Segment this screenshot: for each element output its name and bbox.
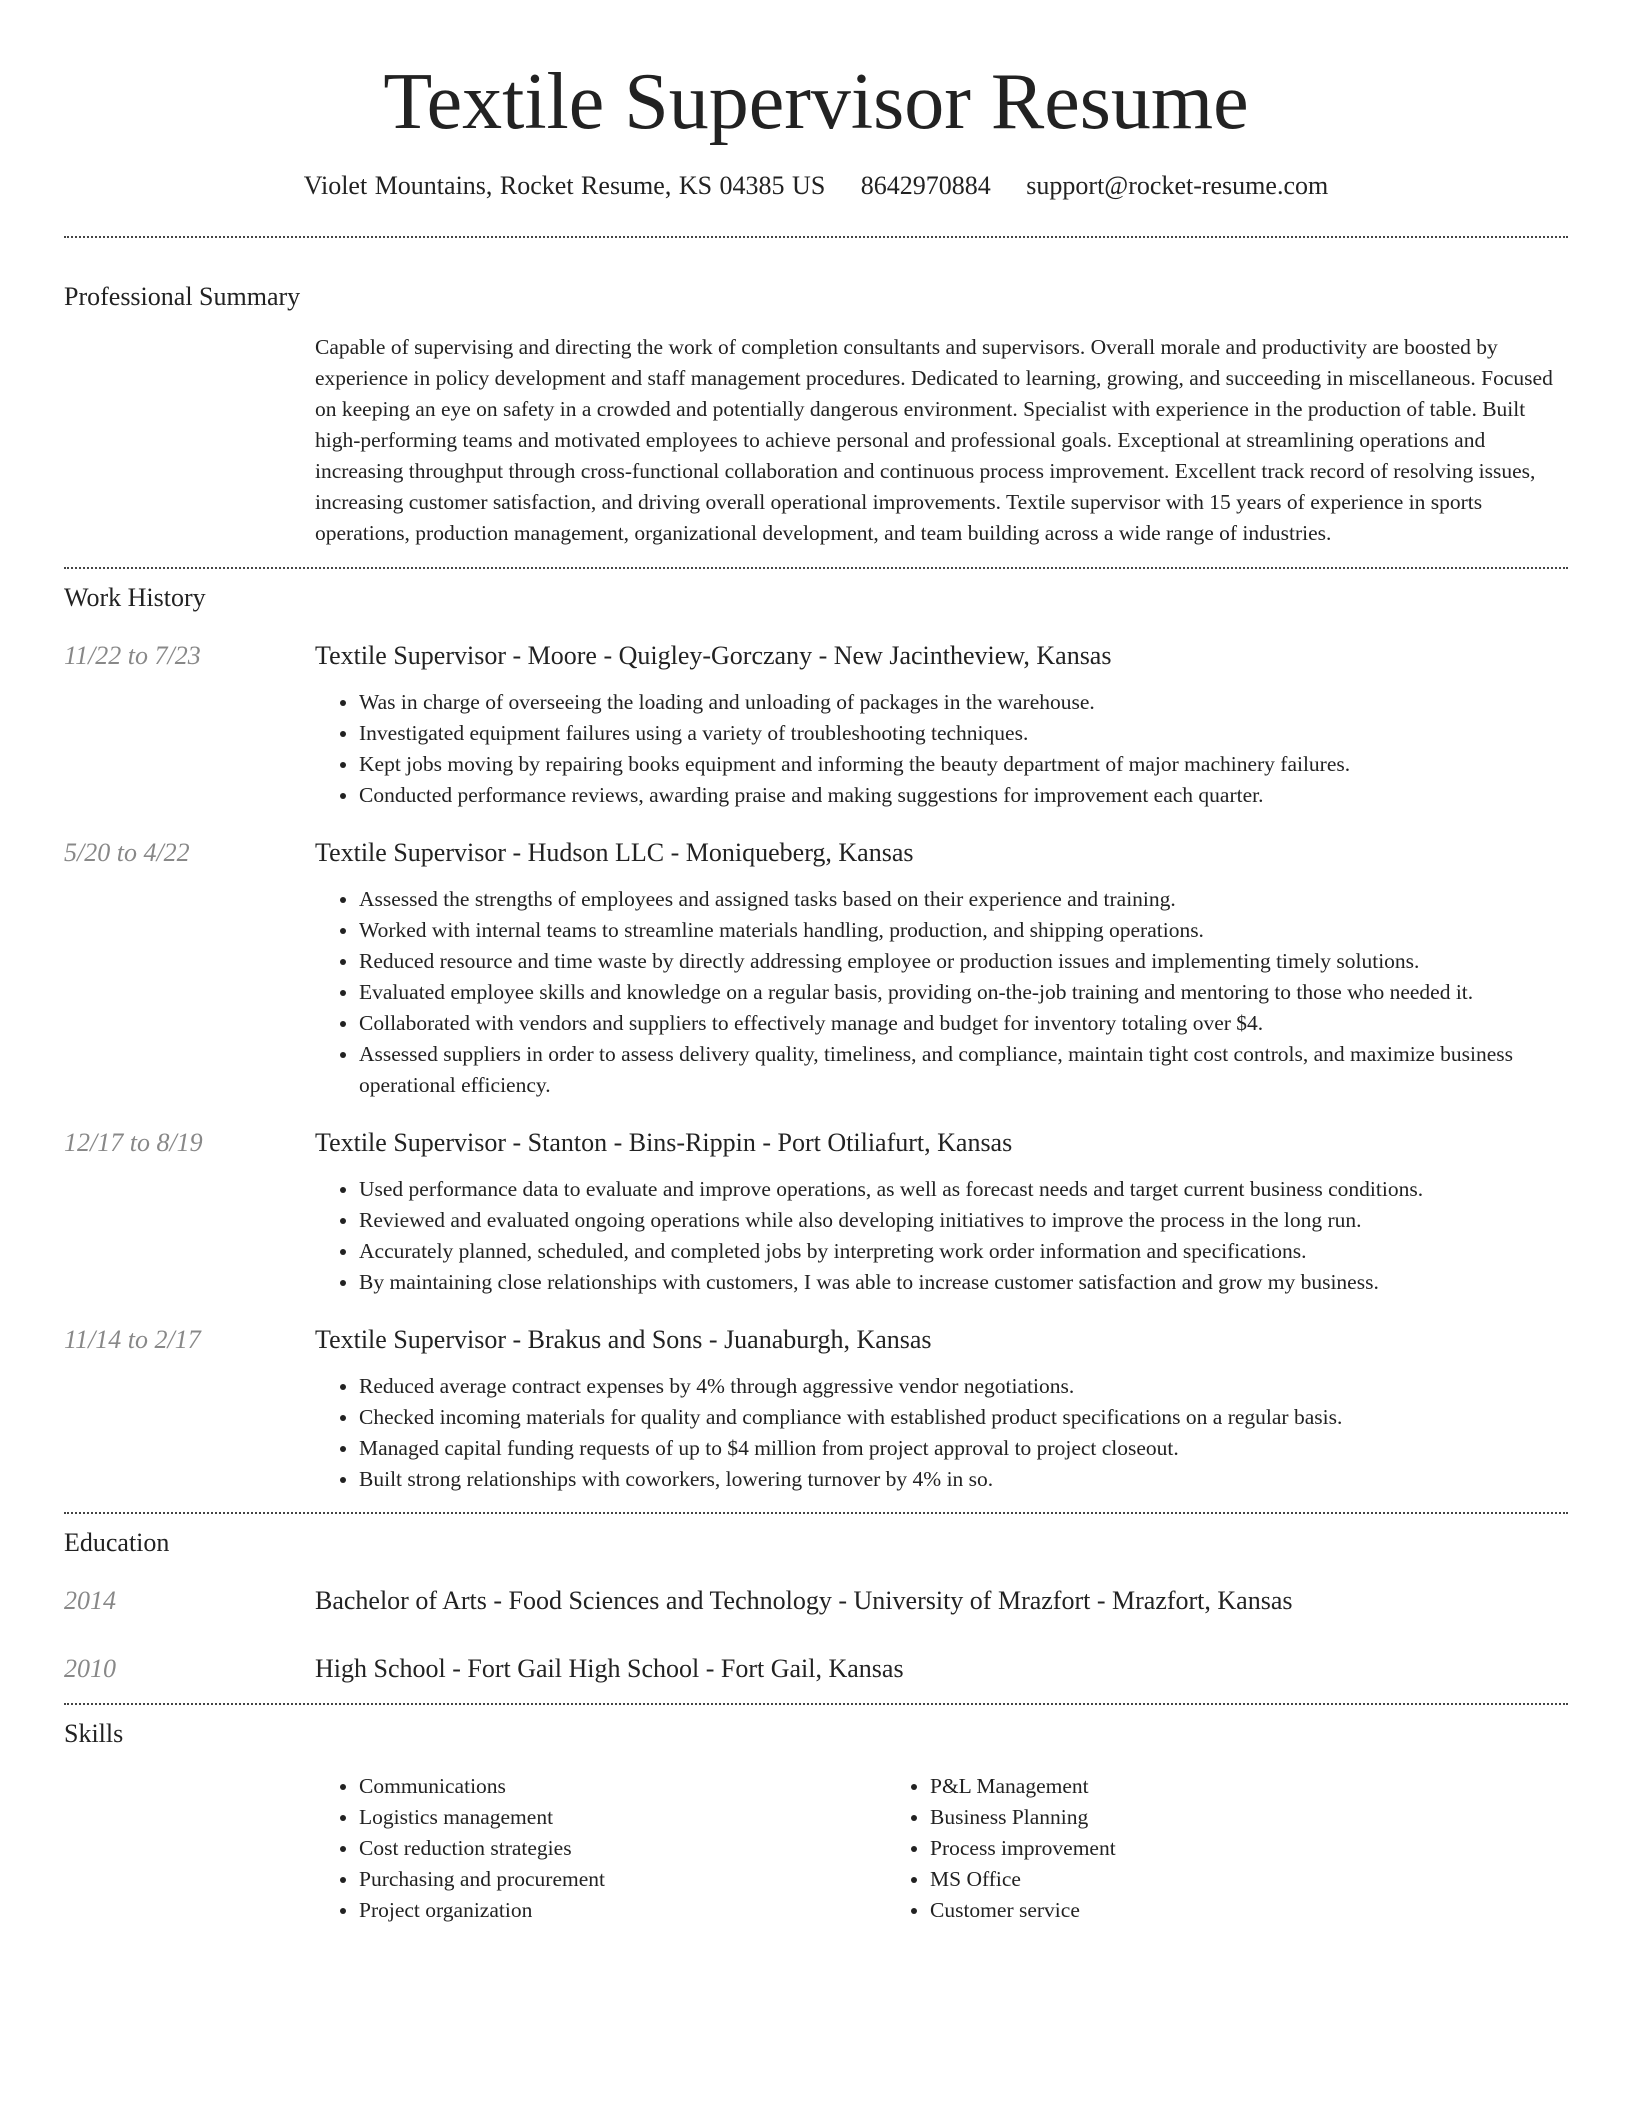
job-entry [64, 1323, 1568, 1495]
job-dates: 11/14 to 2/17 [64, 1325, 201, 1354]
list-item: • Checked incoming materials for quality and compliance with established product specifications on a regular basis. [359, 1402, 1568, 1433]
summary-section [64, 280, 1568, 549]
skills-column-2 [886, 1771, 1457, 1926]
list-item: • Reduced average contract expenses by 4% through aggressive vendor negotiations. [359, 1371, 1568, 1402]
skill-item: • Business Planning [930, 1802, 1457, 1833]
job-dates: 11/22 to 7/23 [64, 641, 201, 670]
job-title: Textile Supervisor - Hudson LLC - Moniqueberg, Kansas [315, 838, 914, 867]
summary-text: Capable of supervising and directing the work of completion consultants and supervisors. Overall morale and productivity are boosted by experience in policy development and staff management procedures. Dedicated to learning, growing, and succeeding in miscellaneous. Focused on keeping an eye on safety in a crowded and potentially dangerous environment. Specialist with experience in the production of table. Built high-performing teams and motivated employees to achieve personal and professional goals. Exceptional at streamlining operations and increasing throughput through cross-functional collaboration and continuous process improvement. Excellent track record of resolving issues, increasing customer satisfaction, and driving overall operational improvements. Textile supervisor with 15 years of experience in sports operations, production management, organizational development, and team building across a wide range of industries. [315, 335, 1553, 545]
list-item: • Investigated equipment failures using a variety of troubleshooting techniques. [359, 718, 1568, 749]
skill-item: • Purchasing and procurement [359, 1864, 886, 1895]
job-bullets [315, 884, 1568, 1101]
list-item: • Assessed suppliers in order to assess delivery quality, timeliness, and compliance, maintain tight cost controls, and maximize business operational efficiency. [359, 1039, 1568, 1101]
contact-phone: 8642970884 [860, 171, 991, 200]
skills-column-1 [315, 1771, 886, 1926]
job-dates: 12/17 to 8/19 [64, 1128, 203, 1157]
skills-section [64, 1717, 1568, 1926]
job-entry [64, 639, 1568, 811]
education-heading: Education [64, 1528, 170, 1557]
section-divider [64, 567, 1568, 569]
list-item: • Managed capital funding requests of up to $4 million from project approval to project closeout. [359, 1433, 1568, 1464]
list-item: • Accurately planned, scheduled, and completed jobs by interpreting work order information and specifications. [359, 1236, 1568, 1267]
resume-title: Textile Supervisor Resume [383, 58, 1249, 146]
job-title: Textile Supervisor - Moore - Quigley-Gorczany - New Jacintheview, Kansas [315, 641, 1112, 670]
list-item: • Reviewed and evaluated ongoing operations while also developing initiatives to improve the process in the long run. [359, 1205, 1568, 1236]
job-bullets [315, 1371, 1568, 1495]
skill-item: • P&L Management [930, 1771, 1457, 1802]
education-year: 2010 [64, 1654, 116, 1683]
education-year: 2014 [64, 1586, 116, 1615]
education-text: High School - Fort Gail High School - Fort Gail, Kansas [315, 1654, 904, 1683]
contact-address: Violet Mountains, Rocket Resume, KS 04385 US [303, 171, 826, 200]
education-entry [64, 1584, 1568, 1618]
education-entry [64, 1652, 1568, 1686]
contact-email[interactable]: support@rocket-resume.com [1026, 171, 1329, 200]
list-item: • Kept jobs moving by repairing books equipment and informing the beauty department of major machinery failures. [359, 749, 1568, 780]
skill-item: • Logistics management [359, 1802, 886, 1833]
list-item: • Conducted performance reviews, awarding praise and making suggestions for improvement each quarter. [359, 780, 1568, 811]
list-item: • Evaluated employee skills and knowledge on a regular basis, providing on-the-job training and mentoring to those who needed it. [359, 977, 1568, 1008]
skill-item: • Customer service [930, 1895, 1457, 1926]
summary-heading: Professional Summary [64, 282, 301, 311]
skill-item: • Project organization [359, 1895, 886, 1926]
list-item: • Was in charge of overseeing the loading and unloading of packages in the warehouse. [359, 687, 1568, 718]
work-history-heading: Work History [64, 583, 206, 612]
section-divider [64, 236, 1568, 238]
job-title: Textile Supervisor - Stanton - Bins-Rippin - Port Otiliafurt, Kansas [315, 1128, 1013, 1157]
skill-item: • Communications [359, 1771, 886, 1802]
contact-line [64, 168, 1568, 204]
job-title: Textile Supervisor - Brakus and Sons - Juanaburgh, Kansas [315, 1325, 932, 1354]
list-item: • Reduced resource and time waste by directly addressing employee or production issues and implementing timely solutions. [359, 946, 1568, 977]
skills-grid [315, 1771, 1568, 1926]
job-bullets [315, 687, 1568, 811]
skill-item: • Process improvement [930, 1833, 1457, 1864]
list-item: • Built strong relationships with coworkers, lowering turnover by 4% in so. [359, 1464, 1568, 1495]
list-item: • Used performance data to evaluate and improve operations, as well as forecast needs and target current business conditions. [359, 1174, 1568, 1205]
education-section [64, 1526, 1568, 1686]
section-divider [64, 1703, 1568, 1705]
skill-item: • Cost reduction strategies [359, 1833, 886, 1864]
skills-heading: Skills [64, 1719, 124, 1748]
list-item: • By maintaining close relationships with customers, I was able to increase customer satisfaction and grow my business. [359, 1267, 1568, 1298]
job-bullets [315, 1174, 1568, 1298]
job-entry [64, 1126, 1568, 1298]
job-dates: 5/20 to 4/22 [64, 838, 190, 867]
section-divider [64, 1512, 1568, 1514]
list-item: • Worked with internal teams to streamline materials handling, production, and shipping operations. [359, 915, 1568, 946]
list-item: • Collaborated with vendors and suppliers to effectively manage and budget for inventory totaling over $4. [359, 1008, 1568, 1039]
job-entry [64, 836, 1568, 1101]
skill-item: • MS Office [930, 1864, 1457, 1895]
list-item: • Assessed the strengths of employees and assigned tasks based on their experience and training. [359, 884, 1568, 915]
education-text: Bachelor of Arts - Food Sciences and Technology - University of Mrazfort - Mrazfort, Kansas [315, 1586, 1293, 1615]
work-history-section [64, 581, 1568, 1495]
